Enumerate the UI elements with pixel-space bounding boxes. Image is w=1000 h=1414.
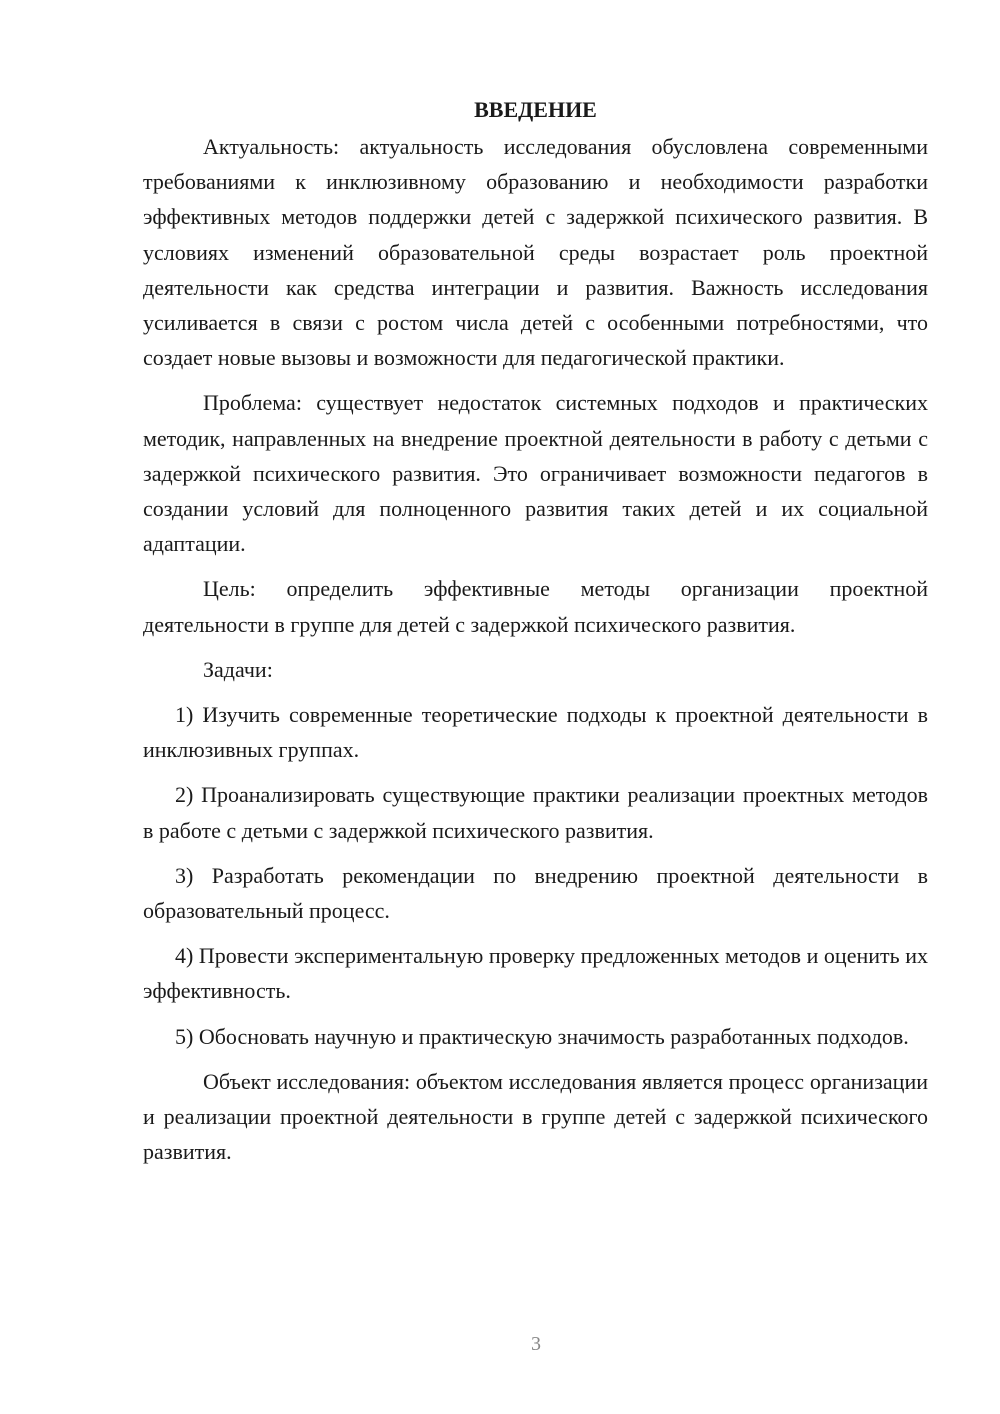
task-item-4: 4) Провести экспериментальную проверку предложенных методов и оценить их эффективность. xyxy=(143,943,928,1004)
paragraph-object: Объект исследования: объектом исследования является процесс организации и реализации проектной деятельности в группе детей с задержкой психического развития. xyxy=(143,1068,928,1165)
page-number: 3 xyxy=(531,1333,541,1355)
tasks-label: Задачи: xyxy=(203,656,273,682)
task-item-5: 5) Обосновать научную и практическую значимость разработанных подходов. xyxy=(175,1023,909,1049)
section-heading: ВВЕДЕНИЕ xyxy=(474,97,597,122)
task-item-1: 1) Изучить современные теоретические подходы к проектной деятельности в инклюзивных группах. xyxy=(143,702,928,763)
paragraph-relevance: Актуальность: актуальность исследования обусловлена современными требованиями к инклюзивному образованию и необходимости разработки эффективных методов поддержки детей с задержкой психического развития. В условиях изменений образовательной среды возрастает роль проектной деятельности как средства интеграции и развития. Важность исследования усиливается в связи с ростом числа детей с особенными потребностями, что создает новые вызовы и возможности для педагогической практики. xyxy=(143,134,928,371)
task-item-2: 2) Проанализировать существующие практики реализации проектных методов в работе с детьми с задержкой психического развития. xyxy=(143,782,928,843)
task-item-3: 3) Разработать рекомендации по внедрению проектной деятельности в образовательный процесс. xyxy=(143,862,928,924)
paragraph-problem: Проблема: существует недостаток системных подходов и практических методик, направленных на внедрение проектной деятельности в работу с детьми с задержкой психического развития. Это ограничивает возможности педагогов в создании условий для полноценного развития таких детей и их социальной адаптации. xyxy=(143,390,928,557)
page-content xyxy=(143,92,928,1179)
paragraph-goal: Цель: определить эффективные методы организации проектной деятельности в группе для детей с задержкой психического развития. xyxy=(143,576,928,637)
